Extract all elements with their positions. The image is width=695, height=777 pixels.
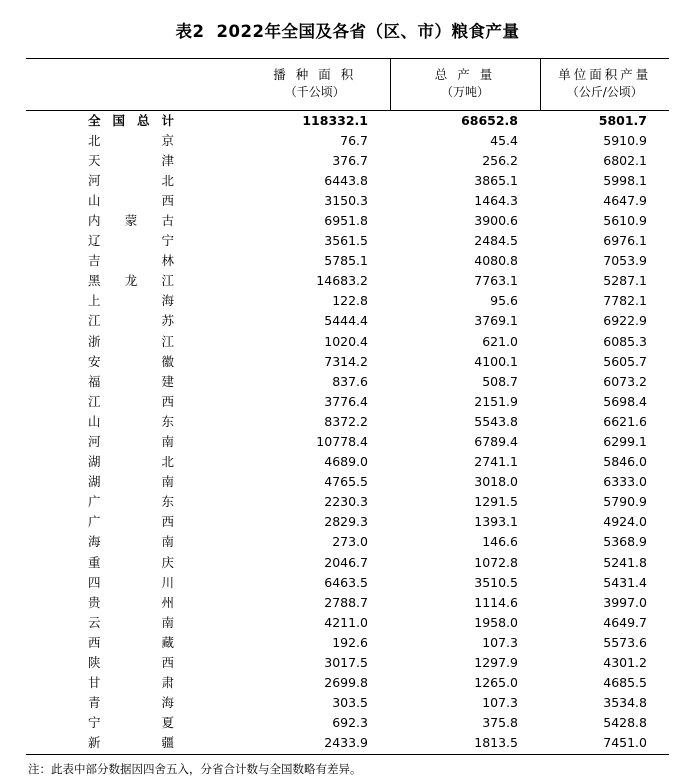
- yield-cell: 5241.8: [603, 554, 647, 570]
- output-cell: 4100.1: [474, 353, 518, 369]
- header-region: [26, 59, 240, 111]
- output-cell: 1393.1: [474, 514, 518, 530]
- table-row: [26, 553, 669, 573]
- region-cell: [26, 171, 240, 191]
- region-label: 西 藏: [88, 634, 174, 650]
- yield-cell: 5287.1: [603, 273, 647, 289]
- sown-area-cell: 3776.4: [324, 393, 368, 409]
- sown-area-cell: 692.3: [332, 715, 368, 731]
- header-output-line1: 总 产 量: [434, 67, 496, 82]
- sown-area-cell: 7314.2: [324, 353, 368, 369]
- header-sown-area-line1: 播 种 面 积: [273, 67, 357, 82]
- sown-area-cell: 6443.8: [324, 172, 368, 188]
- table-row: [26, 412, 669, 432]
- region-label: 海 南: [88, 534, 174, 550]
- yield-cell: 5790.9: [603, 494, 647, 510]
- table-row: [26, 311, 669, 331]
- region-label: 黑 龙 江: [88, 273, 174, 289]
- sown-area-cell: 8372.2: [324, 413, 368, 429]
- table-row: [26, 472, 669, 492]
- region-cell: [26, 472, 240, 492]
- yield-cell: 5431.4: [603, 574, 647, 590]
- sown-area-cell: 4689.0: [324, 454, 368, 470]
- region-label: 江 苏: [88, 313, 174, 329]
- region-cell: [26, 151, 240, 171]
- yield-cell: 6922.9: [603, 313, 647, 329]
- sown-area-cell: 3561.5: [324, 233, 368, 249]
- sown-area-cell: 6951.8: [324, 212, 368, 228]
- region-cell: [26, 311, 240, 331]
- table-row: [26, 633, 669, 653]
- region-cell: [26, 613, 240, 633]
- region-label: 甘 肃: [88, 675, 174, 691]
- region-cell: [26, 231, 240, 251]
- output-cell: 508.7: [482, 373, 518, 389]
- region-cell: [26, 271, 240, 291]
- region-cell: [26, 110, 240, 131]
- output-cell: 1958.0: [474, 614, 518, 630]
- sown-area-cell: 118332.1: [302, 112, 368, 128]
- region-label: 河 南: [88, 434, 174, 450]
- sown-area-cell: 2699.8: [324, 675, 368, 691]
- region-cell: [26, 532, 240, 552]
- yield-cell: 5368.9: [603, 534, 647, 550]
- yield-cell: 6299.1: [603, 434, 647, 450]
- table-row: [26, 151, 669, 171]
- output-cell: 2741.1: [474, 454, 518, 470]
- region-label: 重 庆: [88, 554, 174, 570]
- table-row: [26, 573, 669, 593]
- header-output-line2: （万吨）: [440, 85, 489, 100]
- header-yield-line2: （公斤/公顷）: [566, 85, 643, 100]
- yield-cell: 5801.7: [598, 112, 647, 128]
- yield-cell: 6976.1: [603, 233, 647, 249]
- region-label: 四 川: [88, 574, 174, 590]
- output-cell: 375.8: [482, 715, 518, 731]
- output-cell: 4080.8: [474, 253, 518, 269]
- output-cell: 68652.8: [461, 112, 518, 128]
- header-yield: [540, 59, 669, 111]
- sown-area-cell: 4765.5: [324, 474, 368, 490]
- header-sown-area-line2: （千公顷）: [284, 85, 345, 100]
- region-cell: [26, 432, 240, 452]
- output-cell: 3865.1: [474, 172, 518, 188]
- sown-area-cell: 2788.7: [324, 594, 368, 610]
- region-label: 湖 北: [88, 454, 174, 470]
- table-row: [26, 171, 669, 191]
- sown-area-cell: 6463.5: [324, 574, 368, 590]
- region-cell: [26, 352, 240, 372]
- sown-area-cell: 14683.2: [316, 273, 368, 289]
- table-row: [26, 110, 669, 131]
- output-cell: 1265.0: [474, 675, 518, 691]
- table-row: [26, 653, 669, 673]
- header-sown-area: [240, 59, 390, 111]
- region-cell: [26, 131, 240, 151]
- table-row: [26, 693, 669, 713]
- yield-cell: 6333.0: [603, 474, 647, 490]
- region-label: 山 东: [88, 413, 174, 429]
- table-row: [26, 231, 669, 251]
- output-cell: 2484.5: [474, 233, 518, 249]
- output-cell: 621.0: [482, 333, 518, 349]
- yield-cell: 5698.4: [603, 393, 647, 409]
- region-cell: [26, 693, 240, 713]
- sown-area-cell: 2433.9: [240, 733, 390, 754]
- output-cell: 95.6: [490, 293, 518, 309]
- region-cell: [26, 332, 240, 352]
- sown-area-cell: 5444.4: [324, 313, 368, 329]
- region-cell: [26, 211, 240, 231]
- yield-cell: 6085.3: [603, 333, 647, 349]
- table-row: [26, 291, 669, 311]
- sown-area-cell: 2829.3: [324, 514, 368, 530]
- region-cell: [26, 633, 240, 653]
- region-cell: [26, 733, 240, 754]
- table-header: [26, 59, 669, 111]
- yield-cell: 3534.8: [603, 695, 647, 711]
- yield-cell: 7782.1: [603, 293, 647, 309]
- yield-cell: 6621.6: [603, 413, 647, 429]
- region-cell: [26, 553, 240, 573]
- yield-cell: 3997.0: [603, 594, 647, 610]
- yield-cell: 5610.9: [603, 212, 647, 228]
- region-label: 湖 南: [88, 474, 174, 490]
- region-cell: [26, 452, 240, 472]
- region-cell: [26, 713, 240, 733]
- region-label: 吉 林: [88, 253, 174, 269]
- table-row: [26, 211, 669, 231]
- region-cell: [26, 492, 240, 512]
- output-cell: 1114.6: [474, 594, 518, 610]
- region-label: 江 西: [88, 393, 174, 409]
- table-row: [26, 492, 669, 512]
- yield-cell: 5573.6: [603, 634, 647, 650]
- region-cell: [26, 372, 240, 392]
- region-label: 青 海: [88, 695, 174, 711]
- region-label: 全国总计: [88, 112, 174, 128]
- table-row: [26, 191, 669, 211]
- sown-area-cell: 5785.1: [324, 253, 368, 269]
- region-label: 天 津: [88, 152, 174, 168]
- header-output: [390, 59, 540, 111]
- sown-area-cell: 837.6: [332, 373, 368, 389]
- yield-cell: 5428.8: [603, 715, 647, 731]
- sown-area-cell: 3150.3: [324, 192, 368, 208]
- table-row: [26, 713, 669, 733]
- output-cell: 107.3: [482, 634, 518, 650]
- table-row: [26, 733, 669, 754]
- output-cell: 3900.6: [474, 212, 518, 228]
- table-note: 注：此表中部分数据因四舍五入，分省合计数与全国数略有差异。: [28, 761, 362, 776]
- table-row: [26, 352, 669, 372]
- region-label: 安 徽: [88, 353, 174, 369]
- sown-area-cell: 122.8: [332, 293, 368, 309]
- table-row: [26, 392, 669, 412]
- grain-output-table: [26, 58, 669, 755]
- table-row: [26, 452, 669, 472]
- region-label: 浙 江: [88, 333, 174, 349]
- yield-cell: 5605.7: [603, 353, 647, 369]
- region-label: 广 西: [88, 514, 174, 530]
- output-cell: 1464.3: [474, 192, 518, 208]
- region-label: 山 西: [88, 192, 174, 208]
- sown-area-cell: 3017.5: [324, 655, 368, 671]
- output-cell: 146.6: [482, 534, 518, 550]
- yield-cell: 5998.1: [603, 172, 647, 188]
- region-label: 新 疆: [88, 735, 174, 751]
- yield-cell: 7451.0: [540, 733, 669, 754]
- output-cell: 1291.5: [474, 494, 518, 510]
- region-cell: [26, 512, 240, 532]
- region-label: 贵 州: [88, 594, 174, 610]
- sown-area-cell: 2046.7: [324, 554, 368, 570]
- output-cell: 256.2: [482, 152, 518, 168]
- yield-cell: 4685.5: [603, 675, 647, 691]
- sown-area-cell: 192.6: [332, 634, 368, 650]
- table-row: [26, 512, 669, 532]
- yield-cell: 4647.9: [603, 192, 647, 208]
- table-row: [26, 372, 669, 392]
- table-row: [26, 271, 669, 291]
- region-label: 宁 夏: [88, 715, 174, 731]
- region-label: 内 蒙 古: [88, 212, 174, 228]
- sown-area-cell: 303.5: [332, 695, 368, 711]
- table-row: [26, 593, 669, 613]
- header-yield-line1: 单位面积产量: [558, 67, 652, 82]
- sown-area-cell: 273.0: [332, 534, 368, 550]
- yield-cell: 6802.1: [603, 152, 647, 168]
- output-cell: 3018.0: [474, 474, 518, 490]
- region-cell: [26, 653, 240, 673]
- output-cell: 1297.9: [474, 655, 518, 671]
- region-label: 广 东: [88, 494, 174, 510]
- table-row: [26, 131, 669, 151]
- yield-cell: 4301.2: [603, 655, 647, 671]
- region-label: 云 南: [88, 614, 174, 630]
- region-label: 陕 西: [88, 655, 174, 671]
- region-cell: [26, 673, 240, 693]
- table-row: [26, 673, 669, 693]
- table-row: [26, 251, 669, 271]
- table-row: [26, 332, 669, 352]
- table-row: [26, 532, 669, 552]
- output-cell: 1072.8: [474, 554, 518, 570]
- sown-area-cell: 10778.4: [316, 434, 368, 450]
- region-cell: [26, 191, 240, 211]
- output-cell: 45.4: [490, 132, 518, 148]
- table-row: [26, 432, 669, 452]
- region-label: 河 北: [88, 172, 174, 188]
- table-number: 表2: [175, 22, 205, 41]
- region-cell: [26, 593, 240, 613]
- output-cell: 1813.5: [390, 733, 540, 754]
- output-cell: 107.3: [482, 695, 518, 711]
- region-label: 福 建: [88, 373, 174, 389]
- output-cell: 3510.5: [474, 574, 518, 590]
- table-body: [26, 110, 669, 754]
- region-label: 北 京: [88, 132, 174, 148]
- table-title: 2022年全国及各省（区、市）粮食产量: [216, 22, 520, 41]
- yield-cell: 5910.9: [603, 132, 647, 148]
- region-cell: [26, 412, 240, 432]
- region-cell: [26, 392, 240, 412]
- output-cell: 3769.1: [474, 313, 518, 329]
- region-label: 辽 宁: [88, 233, 174, 249]
- sown-area-cell: 4211.0: [324, 614, 368, 630]
- output-cell: 7763.1: [474, 273, 518, 289]
- sown-area-cell: 2230.3: [324, 494, 368, 510]
- sown-area-cell: 76.7: [340, 132, 368, 148]
- yield-cell: 7053.9: [603, 253, 647, 269]
- yield-cell: 4924.0: [603, 514, 647, 530]
- yield-cell: 5846.0: [603, 454, 647, 470]
- region-cell: [26, 291, 240, 311]
- yield-cell: 6073.2: [603, 373, 647, 389]
- output-cell: 6789.4: [474, 434, 518, 450]
- region-cell: [26, 573, 240, 593]
- output-cell: 2151.9: [474, 393, 518, 409]
- table-row: [26, 613, 669, 633]
- page-title: [26, 0, 669, 58]
- yield-cell: 4649.7: [603, 614, 647, 630]
- output-cell: 5543.8: [474, 413, 518, 429]
- sown-area-cell: 376.7: [332, 152, 368, 168]
- sown-area-cell: 1020.4: [324, 333, 368, 349]
- region-label: 上 海: [88, 293, 174, 309]
- region-cell: [26, 251, 240, 271]
